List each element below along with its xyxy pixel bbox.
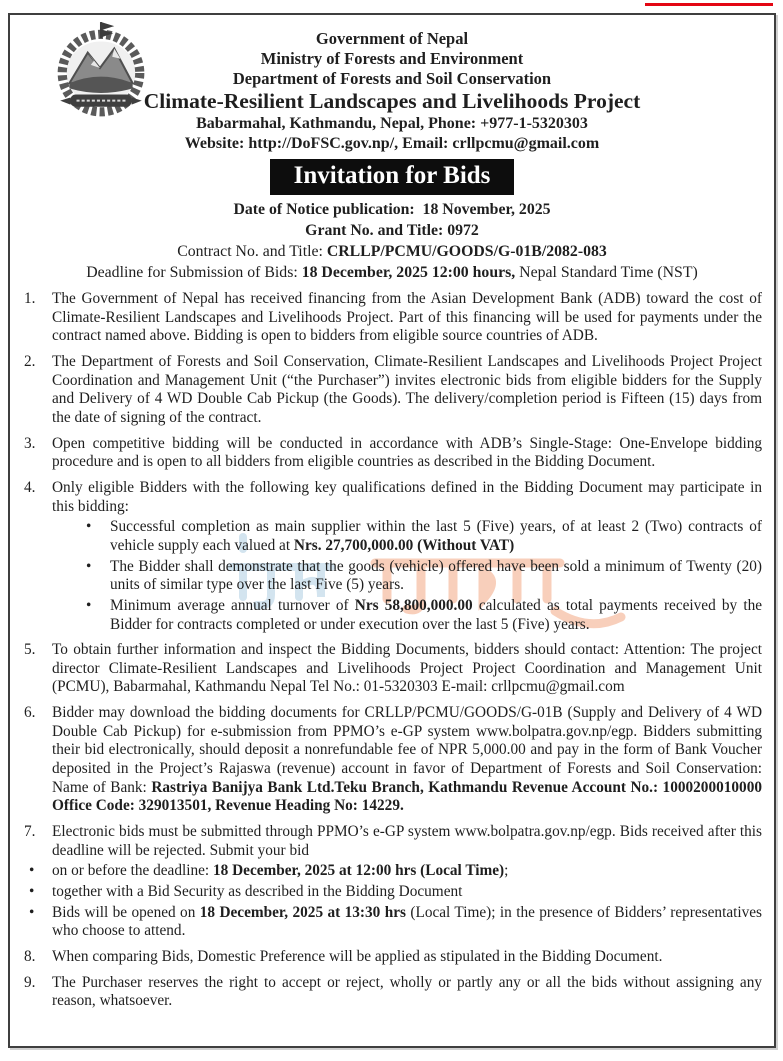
item-text <box>52 704 762 816</box>
item-text <box>52 823 762 860</box>
notice-header <box>22 15 762 154</box>
item-text <box>52 974 762 1011</box>
item-text <box>52 948 762 967</box>
info-line <box>22 241 762 262</box>
list-item <box>22 558 762 595</box>
list-item <box>22 353 762 428</box>
item-text <box>110 597 762 634</box>
text: Bidder may download the bidding documents for CRLLP/PCMU/GOODS/G-01B (Supply and Delivery of 4 WD Double Cab Pickup) for e-submission from PPMO’s e-GP system www.bolpatra.gov.np/egp. Bidders submitting their bid electronically, should deposit a nonrefundable fee of NPR 5,000.00 and pay in the form of Bank Voucher deposited in the Project’s Rajaswa (revenue) account in favor of Department of Forests and Soil Conservation: Name of Bank: <box>52 704 762 796</box>
text: The Department of Forests and Soil Conservation, Climate-Resilient Landscapes and Livelihoods Project Project Coordination and Management Unit (“the Purchaser”) invites electronic bids from eligible bidders for the Supply and Delivery of 4 WD Double Cab Pickup (the Goods). The delivery/completion period is Fifteen (15) days from the date of signing of the contract. <box>52 352 762 426</box>
bold-text: 18 December, 2025 at 13:30 hrs <box>199 903 406 921</box>
text: To obtain further information and inspect the Bidding Documents, bidders should contact: Attention: The project director Climate-Resilient Landscapes and Livelihoods Project Project Coordination and Management Unit (PCMU), Babarmahal, Kathmandu Nepal Tel No.: 01-5320303 E-mail: crllpcmu@gmail.com <box>52 641 762 696</box>
bold-text: 18 December, 2025 at 12:00 hrs (Local Time) <box>212 862 505 880</box>
header-line-department: Department of Forests and Soil Conservation <box>232 69 552 88</box>
item-marker: 8. <box>24 948 36 965</box>
list-item <box>22 290 762 346</box>
text: Nepal Standard Time (NST) <box>515 264 698 281</box>
text: ; <box>504 862 509 880</box>
item-marker: 9. <box>24 973 36 991</box>
nepal-emblem-logo <box>48 19 154 121</box>
bold-text: 18 December, 2025 12:00 hours, <box>301 264 516 281</box>
notice-body <box>22 290 762 1011</box>
text: When comparing Bids, Domestic Preference will be applied as stipulated in the Bidding Document. <box>52 948 663 965</box>
item-marker: • <box>29 862 35 880</box>
list-item <box>22 597 762 634</box>
bold-text: Date of Notice publication: 18 November, 2025 <box>233 201 551 218</box>
item-text <box>52 435 762 472</box>
item-text <box>52 479 762 516</box>
list-item <box>22 704 762 816</box>
item-marker: 2. <box>24 352 36 370</box>
text: The Government of Nepal has received financing from the Asian Development Bank (ADB) toward the cost of Climate-Resilient Landscapes and Livelihoods Project. Part of this financing will be used for payments under the contract named above. Bidding is open to bidders from eligible source countries of ADB. <box>52 290 762 345</box>
item-marker: • <box>29 883 35 901</box>
text: Electronic bids must be submitted through PPMO’s e-GP system www.bolpatra.gov.np/egp. Bids received after this deadline will be rejected. Submit your bid <box>52 823 762 859</box>
list-item <box>22 435 762 472</box>
item-marker: 7. <box>24 823 36 841</box>
invitation-banner <box>270 159 515 195</box>
bold-text: CRLLP/PCMU/GOODS/G-01B/2082-083 <box>326 243 607 260</box>
bold-text: Rastriya Banijya Bank Ltd.Teku Branch, Kathmandu Revenue Account No.: 1000200010000 Office Code: 329013501, Revenue Heading No: 14229. <box>52 778 762 815</box>
item-text <box>52 290 762 346</box>
list-item <box>22 974 762 1011</box>
notice-info <box>22 199 762 283</box>
text: on or before the deadline: <box>52 862 213 880</box>
header-line-address: Babarmahal, Kathmandu, Nepal, Phone: +977-1-5320303 <box>196 115 588 132</box>
invitation-banner-title: Invitation for Bids <box>293 162 491 189</box>
list-item <box>22 862 762 881</box>
info-line <box>22 199 762 220</box>
text: Bids will be opened on <box>52 903 200 921</box>
text: together with a Bid Security as described in the Bidding Document <box>52 883 463 901</box>
item-marker: • <box>29 903 35 921</box>
text: The Purchaser reserves the right to accept or reject, wholly or partly any or all the bids without assigning any reason, whatsoever. <box>52 973 762 1010</box>
item-marker: • <box>86 557 92 575</box>
item-text <box>110 518 762 555</box>
item-text <box>52 641 762 697</box>
text: Open competitive bidding will be conducted in accordance with ADB’s Single-Stage: One-Envelope bidding procedure and is open to all bidders from eligible countries as described in the Bidding Document. <box>52 434 762 471</box>
text: Minimum average annual turnover of <box>110 596 355 614</box>
list-item <box>22 823 762 860</box>
list-item <box>22 948 762 967</box>
bold-text: Nrs. 27,700,000.00 (Without VAT) <box>293 536 515 554</box>
text: Only eligible Bidders with the following key qualifications defined in the Bidding Document may participate in this bidding: <box>52 478 762 515</box>
list-item <box>22 518 762 555</box>
item-text <box>110 558 762 595</box>
item-marker: • <box>86 518 92 536</box>
text: The Bidder shall demonstrate that the goods (vehicle) offered have been sold a minimum of Twenty (20) units of similar type over the last Five (5) years. <box>110 557 762 594</box>
list-item <box>22 641 762 697</box>
header-line-project: Climate-Resilient Landscapes and Livelihoods Project <box>143 89 641 113</box>
header-line-website-email: Website: http://DoFSC.gov.np/, Email: crllpcmu@gmail.com <box>184 135 600 152</box>
header-line-government: Government of Nepal <box>315 29 469 48</box>
item-marker: 5. <box>24 641 36 659</box>
text: Successful completion as main supplier within the last 5 (Five) years, of at least 2 (Two) contracts of vehicle supply each valued at <box>110 518 762 554</box>
text: (Local Time); in the presence of Bidders’ representatives who choose to attend. <box>52 903 762 940</box>
header-line-ministry: Ministry of Forests and Environment <box>260 49 524 68</box>
item-text <box>52 883 762 902</box>
item-marker: 6. <box>24 704 36 722</box>
bold-text: Nrs 58,800,000.00 <box>354 596 473 614</box>
notice-sheet <box>8 13 776 1048</box>
item-text <box>52 353 762 428</box>
bold-text: Grant No. and Title: 0972 <box>305 222 479 239</box>
text: Contract No. and Title: <box>177 243 327 260</box>
list-item <box>22 883 762 902</box>
list-item <box>22 479 762 516</box>
list-item <box>22 904 762 941</box>
red-corner-mark <box>645 3 773 6</box>
info-line <box>22 220 762 241</box>
item-text <box>52 862 762 881</box>
item-marker: 4. <box>24 478 36 496</box>
item-marker: • <box>86 596 92 614</box>
info-line <box>22 262 762 283</box>
item-marker: 3. <box>24 434 36 452</box>
text: Deadline for Submission of Bids: <box>86 264 302 281</box>
item-marker: 1. <box>24 290 36 307</box>
text: calculated as total payments received by the Bidder for contracts completed or under execution over the last 5 (Five) years. <box>110 596 763 633</box>
item-text <box>52 904 762 941</box>
